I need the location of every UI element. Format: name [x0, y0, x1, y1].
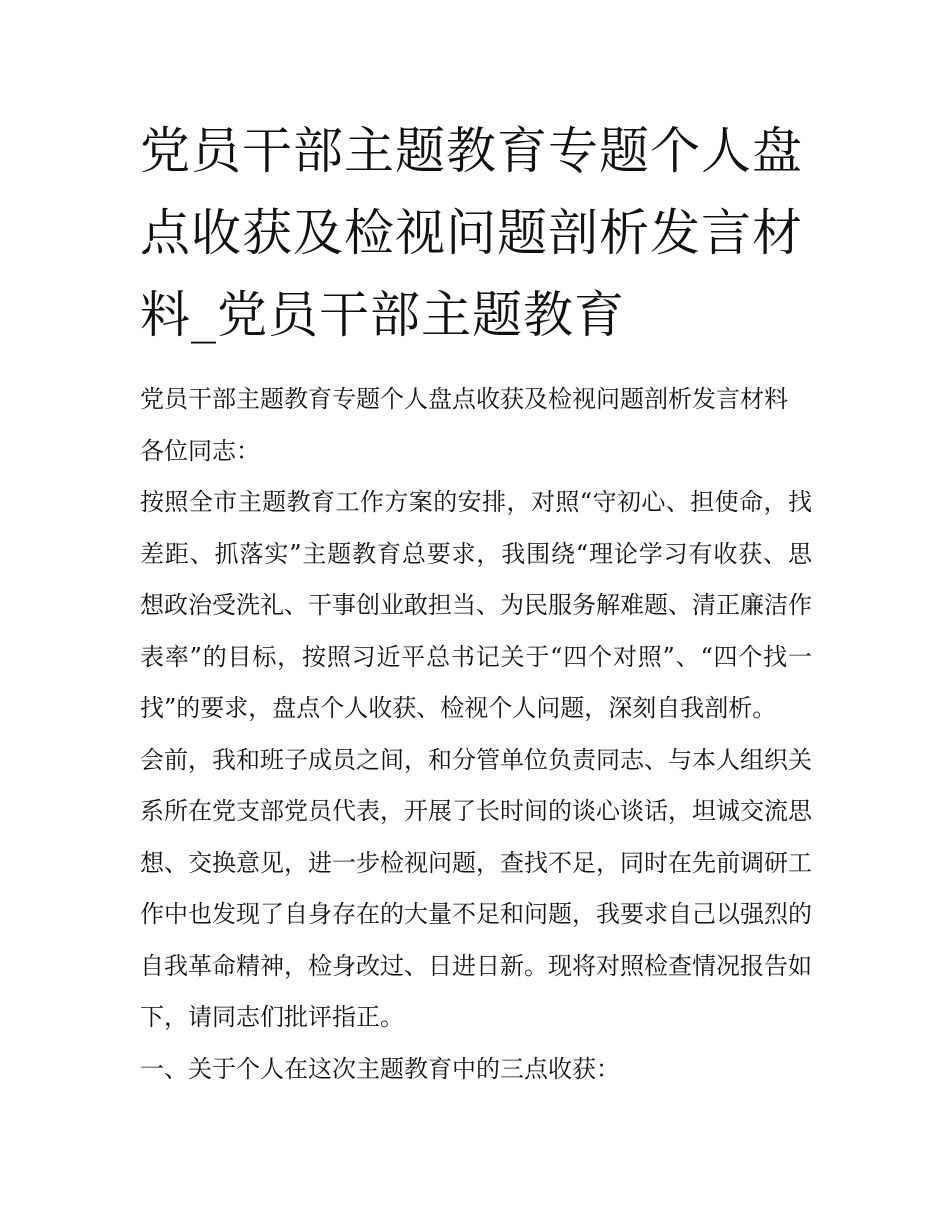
body-paragraph-salutation: 各位同志： [140, 436, 260, 465]
document-body [140, 374, 812, 1095]
body-paragraph-preparation: 会前，我和班子成员之间，和分管单位负责同志、与本人组织关系所在党支部党员代表，开展了长时间的谈心谈话，坦诚交流思想、交换意见，进一步检视问题，查找不足，同时在先前调研工作中也发现了自身存在的大量不足和问题，我要求自己以强烈的自我革命精神，检身改过、日进日新。现将对照检查情况报告如下，请同志们批评指正。 [140, 745, 812, 1031]
document-page [140, 110, 812, 1095]
body-paragraph-subtitle: 党员干部主题教育专题个人盘点收获及检视问题剖析发言材料 [140, 385, 788, 413]
document-title: 党员干部主题教育专题个人盘点收获及检视问题剖析发言材料_党员干部主题教育 [140, 122, 803, 344]
body-paragraph-intro: 按照全市主题教育工作方案的安排，对照“守初心、担使命，找差距、抓落实”主题教育总要求，我围绕“理论学习有收获、思想政治受洗礼、干事创业敢担当、为民服务解难题、清正廉洁作表率”的目标，按照习近平总书记关于“四个对照”、“四个找一找”的要求，盘点个人收获、检视个人问题，深刻自我剖析。 [140, 488, 812, 722]
body-paragraph-section-heading: 一、关于个人在这次主题教育中的三点收获： [140, 1054, 620, 1083]
